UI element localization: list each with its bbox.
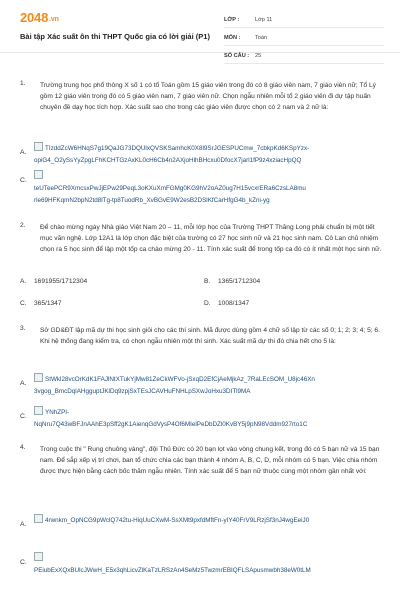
answer-option-a[interactable] <box>20 373 385 397</box>
image-alt-text: NqNru7Q43wBFJnAAhE3pSff2gK1AienqGdVysP4Of6MIelPeDbDZl0KvBY5j9pN98Vddm927rto1C <box>34 421 308 428</box>
broken-image-icon <box>34 170 43 179</box>
image-alt-text: PEiubExXQxBUlcJWwH_E5x3qhLicvZlKaTzLRSzAn4SeMz5TwzmrEBIQFLSApusmwbh38eW0tLM <box>34 567 311 574</box>
question-1 <box>20 80 385 113</box>
image-alt-text: rle69HFKqmN2bpN2td8lTg-tp8TuodRb_XvBGvE9W2esB2DSlKfCarHfgG4b_kZni-yg <box>34 197 270 204</box>
meta-row-subject <box>224 31 384 46</box>
logo-text: 2048 <box>20 10 49 25</box>
option-letter: A. <box>20 380 27 387</box>
answer-option-b[interactable] <box>204 278 260 285</box>
option-value: 365/1347 <box>34 300 62 307</box>
question-4 <box>20 444 385 477</box>
answer-option-c[interactable] <box>20 300 62 307</box>
document-title: Bài tập Xác suất ôn thi THPT Quốc gia có lời giải (P1) <box>20 32 210 41</box>
option-letter: C. <box>20 413 27 420</box>
image-alt-text: teUTeePCR9XmcsxPwJjEPw29PeqL3oKXuXmFGMg0KG9hV2oAZ0ug7H15vcxrERa6CzsLA8mu <box>34 185 306 192</box>
option-value: 1365/1712304 <box>218 278 261 285</box>
question-number: 1. <box>20 80 26 87</box>
broken-image-icon <box>34 514 43 523</box>
broken-image <box>34 406 385 430</box>
answer-option-c[interactable] <box>20 406 385 430</box>
broken-image-icon <box>34 142 43 151</box>
meta-value: Lớp 11 <box>255 17 273 23</box>
meta-row-grade <box>224 13 384 28</box>
header <box>0 0 400 59</box>
answer-option-a[interactable] <box>20 514 385 538</box>
broken-image <box>34 170 385 206</box>
broken-image-icon <box>34 373 43 382</box>
meta-label: LỚP : <box>224 17 240 23</box>
answer-option-a[interactable] <box>20 278 87 285</box>
option-letter: B. <box>204 278 211 285</box>
option-letter: C. <box>20 300 27 307</box>
question-2 <box>20 222 385 255</box>
image-alt-text: TIzddZcW6HNqS7g19QaJG73DQUlxQVSKSamhcK0X8l9SrJGESPUCmw_7cbkpKd6KSpYzx- <box>45 145 310 152</box>
option-letter: A. <box>20 521 27 528</box>
option-value: 1008/1347 <box>218 300 250 307</box>
broken-image-icon <box>34 552 43 561</box>
question-text: Sở GD&ĐT lập mã dự thi học sinh giỏi cho các thí sinh. Mã được dùng gồm 4 chữ số lập từ các số 0; 1; 2; 3; 4; 5; 6. Khi hệ thống đang kiểm tra, có chọn ngẫu nhiên một thí sinh. Xác suất mã dự thi đó chia hết cho 5 là: <box>40 327 380 345</box>
question-text: Để chào mừng ngày Nhà giáo Việt Nam 20 – 11, mỗi lớp học của Trường THPT Thăng Long phải chuẩn bị một tiết mục văn nghệ. Lớp 12A1 là lớp chọn đặc biệt của trường có 27 học sinh nữ và 21 học sinh nam. Cô Lan chủ nhiệm chọn ra 5 học sinh để lập một tốp ca chào mừng 20 - 11. Tính xác suất để trong tốp ca đó có ít nhất một học sinh nữ. <box>40 224 382 253</box>
logo-suffix: .vn <box>49 16 59 23</box>
site-logo[interactable] <box>20 10 59 25</box>
image-alt-text: 4rwnkm_OpNCG9pWclQ742tu-HiqUuCXwM-SsXMt9pxfdMftFn-yIY40FrV9LRzjSf3nJ4wgEeiJ0 <box>45 517 310 524</box>
option-letter: C. <box>20 177 27 184</box>
meta-table <box>224 13 384 67</box>
image-alt-text: 3vgog_BmcDqlAHgguptJKlDq9zpjSxTEsJCAVHuFNHLpSXwJoHxu3DITl9MA <box>34 388 251 395</box>
broken-image <box>34 514 385 538</box>
question-text: Trường trung học phổ thông X số 1 có tổ Toán gồm 15 giáo viên trong đó có 8 giáo viên nam, 7 giáo viên nữ; Tổ Lý gồm 12 giáo viên trong đó có 5 giáo viên nam, 7 giáo viên nữ. Chọn ngẫu nhiên mỗi tổ 2 giáo viên đi dự tập huấn chuyên đề dạy học tích hợp. Xác suất sao cho trong các giáo viên được chọn có 2 nam và 2 nữ là: <box>40 82 376 111</box>
broken-image <box>34 142 385 166</box>
answer-option-d[interactable] <box>204 300 249 307</box>
question-number: 2. <box>20 222 26 229</box>
meta-value: 25 <box>255 53 262 59</box>
question-text: Trong cuộc thi " Rung chuông vàng", đội Thủ Đức có 20 bạn lọt vào vòng chung kết, trong đó có 5 bạn nữ và 15 bạn nam. Để sắp xếp vị trí chơi, ban tổ chức chia các bạn thành 4 nhóm A, B, C, D, mỗi nhóm có 5 bạn. Việc chia nhóm được thực hiện bằng cách bốc thăm ngẫu nhiên. Tính xác suất để 5 bạn nữ thuộc cùng một nhóm gần nhất với: <box>40 446 380 475</box>
meta-label: MÔN : <box>224 35 241 41</box>
image-alt-text: opiG4_O2ySsYyZpgLFhKCHTGzAxKL0cH6Cb4n2AXjoHlhBHcxu0DfocX7jarl1fP9z4xziacHpQQ <box>34 157 302 164</box>
broken-image <box>34 373 385 397</box>
question-number: 4. <box>20 444 26 451</box>
answer-option-c[interactable] <box>20 552 385 582</box>
meta-value: Toán <box>255 35 268 41</box>
answer-option-a[interactable] <box>20 142 385 166</box>
option-letter: A. <box>20 278 27 285</box>
image-alt-text: StWkl28vcOrKdK1FAJlNtXTukYjMw81ZeCkWFVo-jSxqD2EfCjAeMjkAz_7RaLEcSOM_U8jc46Xn <box>45 376 315 383</box>
meta-row-count <box>224 49 384 64</box>
broken-image-icon <box>34 406 43 415</box>
option-letter: D. <box>204 300 211 307</box>
meta-label: SỐ CÂU : <box>224 53 250 59</box>
option-letter: A. <box>20 149 27 156</box>
question-3 <box>20 325 385 347</box>
option-value: 1691955/1712304 <box>34 278 88 285</box>
option-letter: C. <box>20 559 27 566</box>
broken-image <box>34 552 385 582</box>
question-number: 3. <box>20 325 26 332</box>
answer-option-c[interactable] <box>20 170 385 206</box>
image-alt-text: YNhZPI- <box>45 409 70 416</box>
